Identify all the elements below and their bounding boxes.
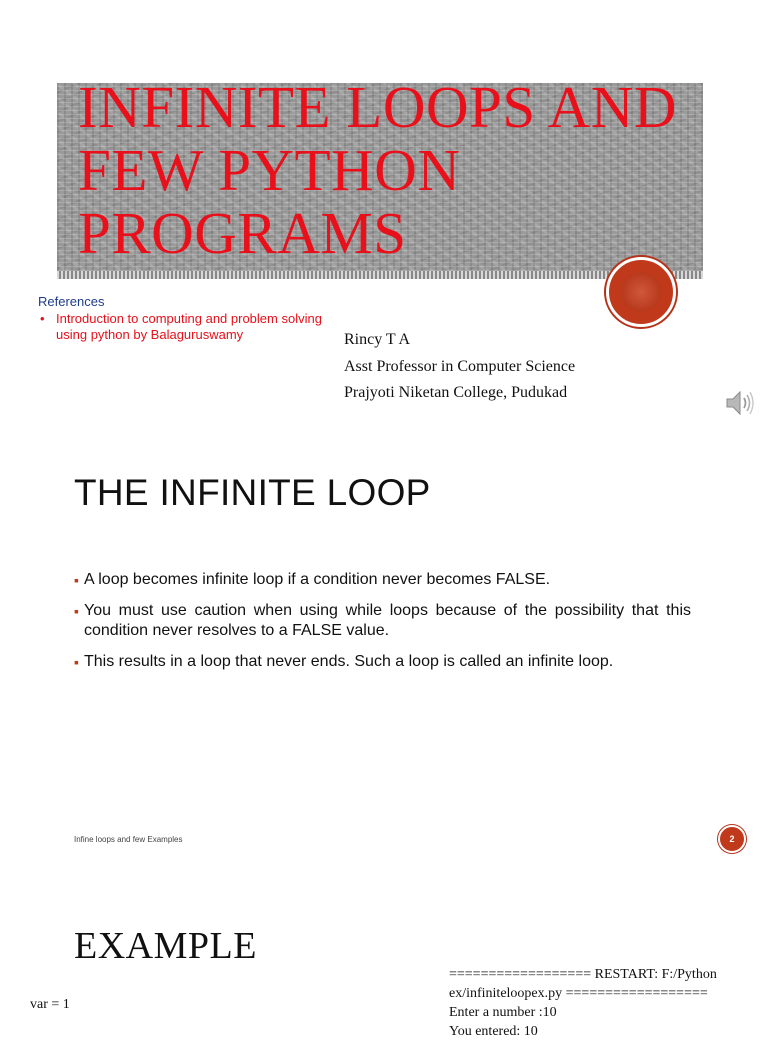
speaker-audio-icon[interactable] xyxy=(724,388,756,418)
output-line: ================== RESTART: F:/Python xyxy=(449,967,717,982)
slide-title: EXAMPLE xyxy=(74,925,257,967)
title-slide xyxy=(0,0,768,430)
code-line: var = 1 xyxy=(30,997,70,1012)
bullet-list xyxy=(74,570,691,683)
list-item xyxy=(74,601,691,641)
author-name: Rincy T A xyxy=(344,331,411,348)
author-block xyxy=(344,327,575,407)
author-institution: Prajyoti Niketan College, Pudukad xyxy=(344,384,568,401)
decorative-circle xyxy=(606,257,676,327)
page-number-badge: 2 xyxy=(718,825,746,853)
presentation-title: INFINITE LOOPS AND FEW PYTHON PROGRAMS xyxy=(78,74,677,266)
slide-title: THE INFINITE LOOP xyxy=(74,472,431,513)
square-bullet-icon: ▪ xyxy=(74,654,79,670)
list-item-text: This results in a loop that never ends. Such a loop is called an infinite loop. xyxy=(84,653,614,670)
output-line: Enter a number :10 xyxy=(449,1005,557,1020)
list-item-text: A loop becomes infinite loop if a condition never becomes FALSE. xyxy=(84,571,551,588)
infinite-loop-slide xyxy=(0,430,768,862)
reference-item xyxy=(38,311,346,343)
square-bullet-icon: ▪ xyxy=(74,572,79,588)
example-slide xyxy=(0,862,768,1039)
reference-bullet: • xyxy=(40,311,45,326)
output-line: ex/infiniteloopex.py ================== xyxy=(449,986,708,1001)
reference-text: Introduction to computing and problem solving using python by Balaguruswamy xyxy=(56,311,322,342)
list-item-text: You must use caution when using while loops because of the possibility that this condition never resolves to a FALSE value. xyxy=(84,602,691,639)
slide-footer: Infine loops and few Examples xyxy=(74,835,183,844)
references-heading: References xyxy=(38,294,105,309)
list-item xyxy=(74,652,691,672)
author-position: Asst Professor in Computer Science xyxy=(344,357,576,375)
references-block xyxy=(38,294,338,343)
output-line: You entered: 10 xyxy=(449,1024,538,1039)
square-bullet-icon: ▪ xyxy=(74,603,79,619)
list-item xyxy=(74,570,691,590)
program-output xyxy=(449,965,769,1041)
